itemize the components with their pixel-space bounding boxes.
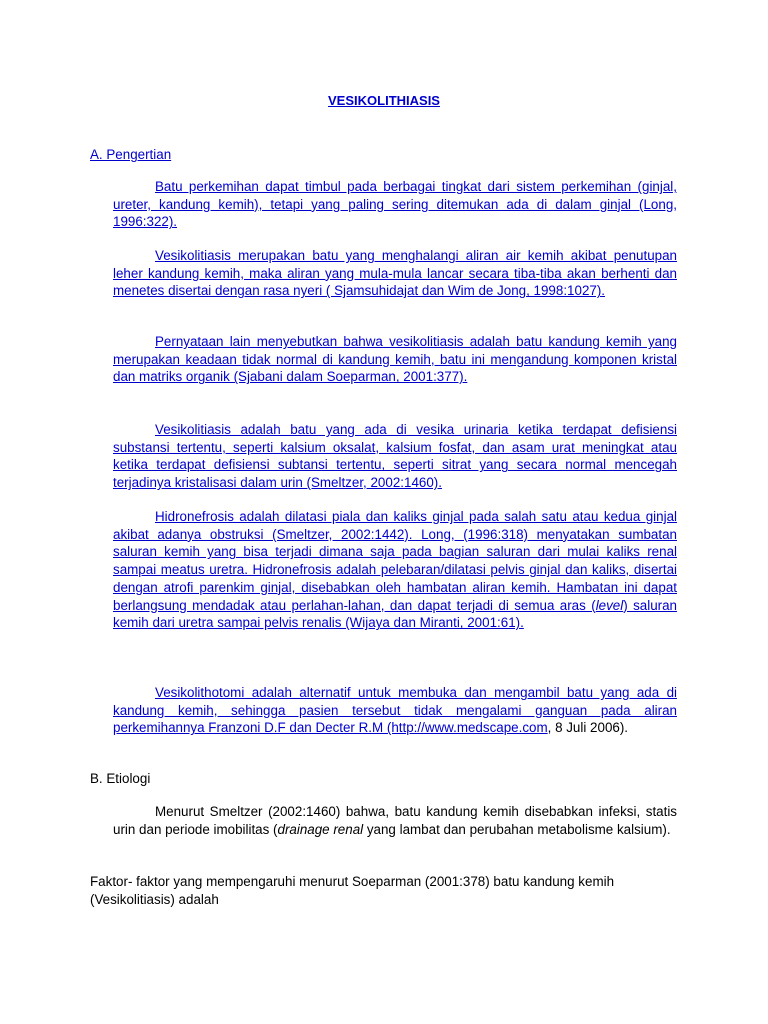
- paragraph-vesika-urinaria[interactable]: Vesikolitiasis adalah batu yang ada di vesika urinaria ketika terdapat defisiensi substansi tertentu, seperti kalsium oksalat, kalsium fosfat, dan asam urat meningkat atau ketika terdapat defisiensi subtansi tertentu, seperti sitrat yang secara normal mencegah terjadinya kristalisasi dalam urin (Smeltzer, 2002:1460).: [113, 422, 677, 491]
- section-a-heading[interactable]: A. Pengertian: [90, 147, 172, 162]
- etiologi-text-a: Menurut Smeltzer (2002:1460) bahwa, batu kandung kemih disebabkan infeksi, statis urin dan periode imobilitas (: [113, 804, 677, 837]
- hidronefrosis-italic-level: level: [595, 597, 624, 613]
- paragraph-hidronefrosis[interactable]: [113, 508, 677, 632]
- etiologi-italic-drainage: drainage renal: [277, 821, 364, 837]
- document-title: VESIKOLITHIASIS: [328, 93, 440, 108]
- hidronefrosis-text-a: Hidronefrosis adalah dilatasi piala dan kaliks ginjal pada salah satu atau kedua ginjal akibat adanya obstruksi (Smeltzer, 2002:1442). Long, (1996:318) menyatakan sumbatan saluran kemih yang bisa terjadi dimana saja pada bagian saluran dari mulai kaliks renal sampai meatus uretra. Hidronefrosis adalah pelebaran/dilatasi pelvis ginjal dan kaliks, disertai dengan atrofi parenkim ginjal, disebabkan oleh hambatan aliran kemih. Hambatan ini dapat berlangsung mendadak atau perlahan-lahan, dan dapat terjadi di semua aras (: [113, 509, 677, 613]
- paragraph-faktor: Faktor- faktor yang mempengaruhi menurut Soeparman (2001:378) batu kandung kemih (Vesikolitiasis) adalah: [90, 874, 615, 907]
- paragraph-vesikolitiasis-definisi[interactable]: Vesikolitiasis merupakan batu yang menghalangi aliran air kemih akibat penutupan leher kandung kemih, maka aliran yang mula-mula lancar secara tiba-tiba akan berhenti dan menetes disertai dengan rasa nyeri ( Sjamsuhidajat dan Wim de Jong, 1998:1027).: [113, 248, 677, 299]
- section-b-heading: B. Etiologi: [90, 771, 151, 786]
- paragraph-etiologi: [113, 803, 677, 838]
- paragraph-batu-perkemihan[interactable]: Batu perkemihan dapat timbul pada berbagai tingkat dari sistem perkemihan (ginjal, ureter, kandung kemih), tetapi yang paling sering ditemukan ada di dalam ginjal (Long, 1996:322).: [113, 179, 677, 230]
- paragraph-pernyataan-lain[interactable]: Pernyataan lain menyebutkan bahwa vesikolitiasis adalah batu kandung kemih yang merupakan keadaan tidak normal di kandung kemih, batu ini mengandung komponen kristal dan matriks organik (Sjabani dalam Soeparman, 2001:377).: [113, 334, 677, 385]
- vesikolithotomi-date: , 8 Juli 2006).: [547, 720, 629, 736]
- etiologi-text-b: yang lambat dan perubahan metabolisme kalsium).: [363, 821, 671, 837]
- vesikolithotomi-link[interactable]: Vesikolithotomi adalah alternatif untuk membuka dan mengambil batu yang ada di kandung kemih, sehingga pasien tersebut tidak mengalami ganguan pada aliran perkemihannya Franzoni D.F dan Decter R.M (http://www.medscape.com: [113, 685, 677, 736]
- paragraph-vesikolithotomi: [113, 684, 677, 737]
- hidronefrosis-text-b: ) saluran kemih dari uretra sampai pelvis renalis (Wijaya dan Miranti, 2001:61).: [113, 597, 677, 631]
